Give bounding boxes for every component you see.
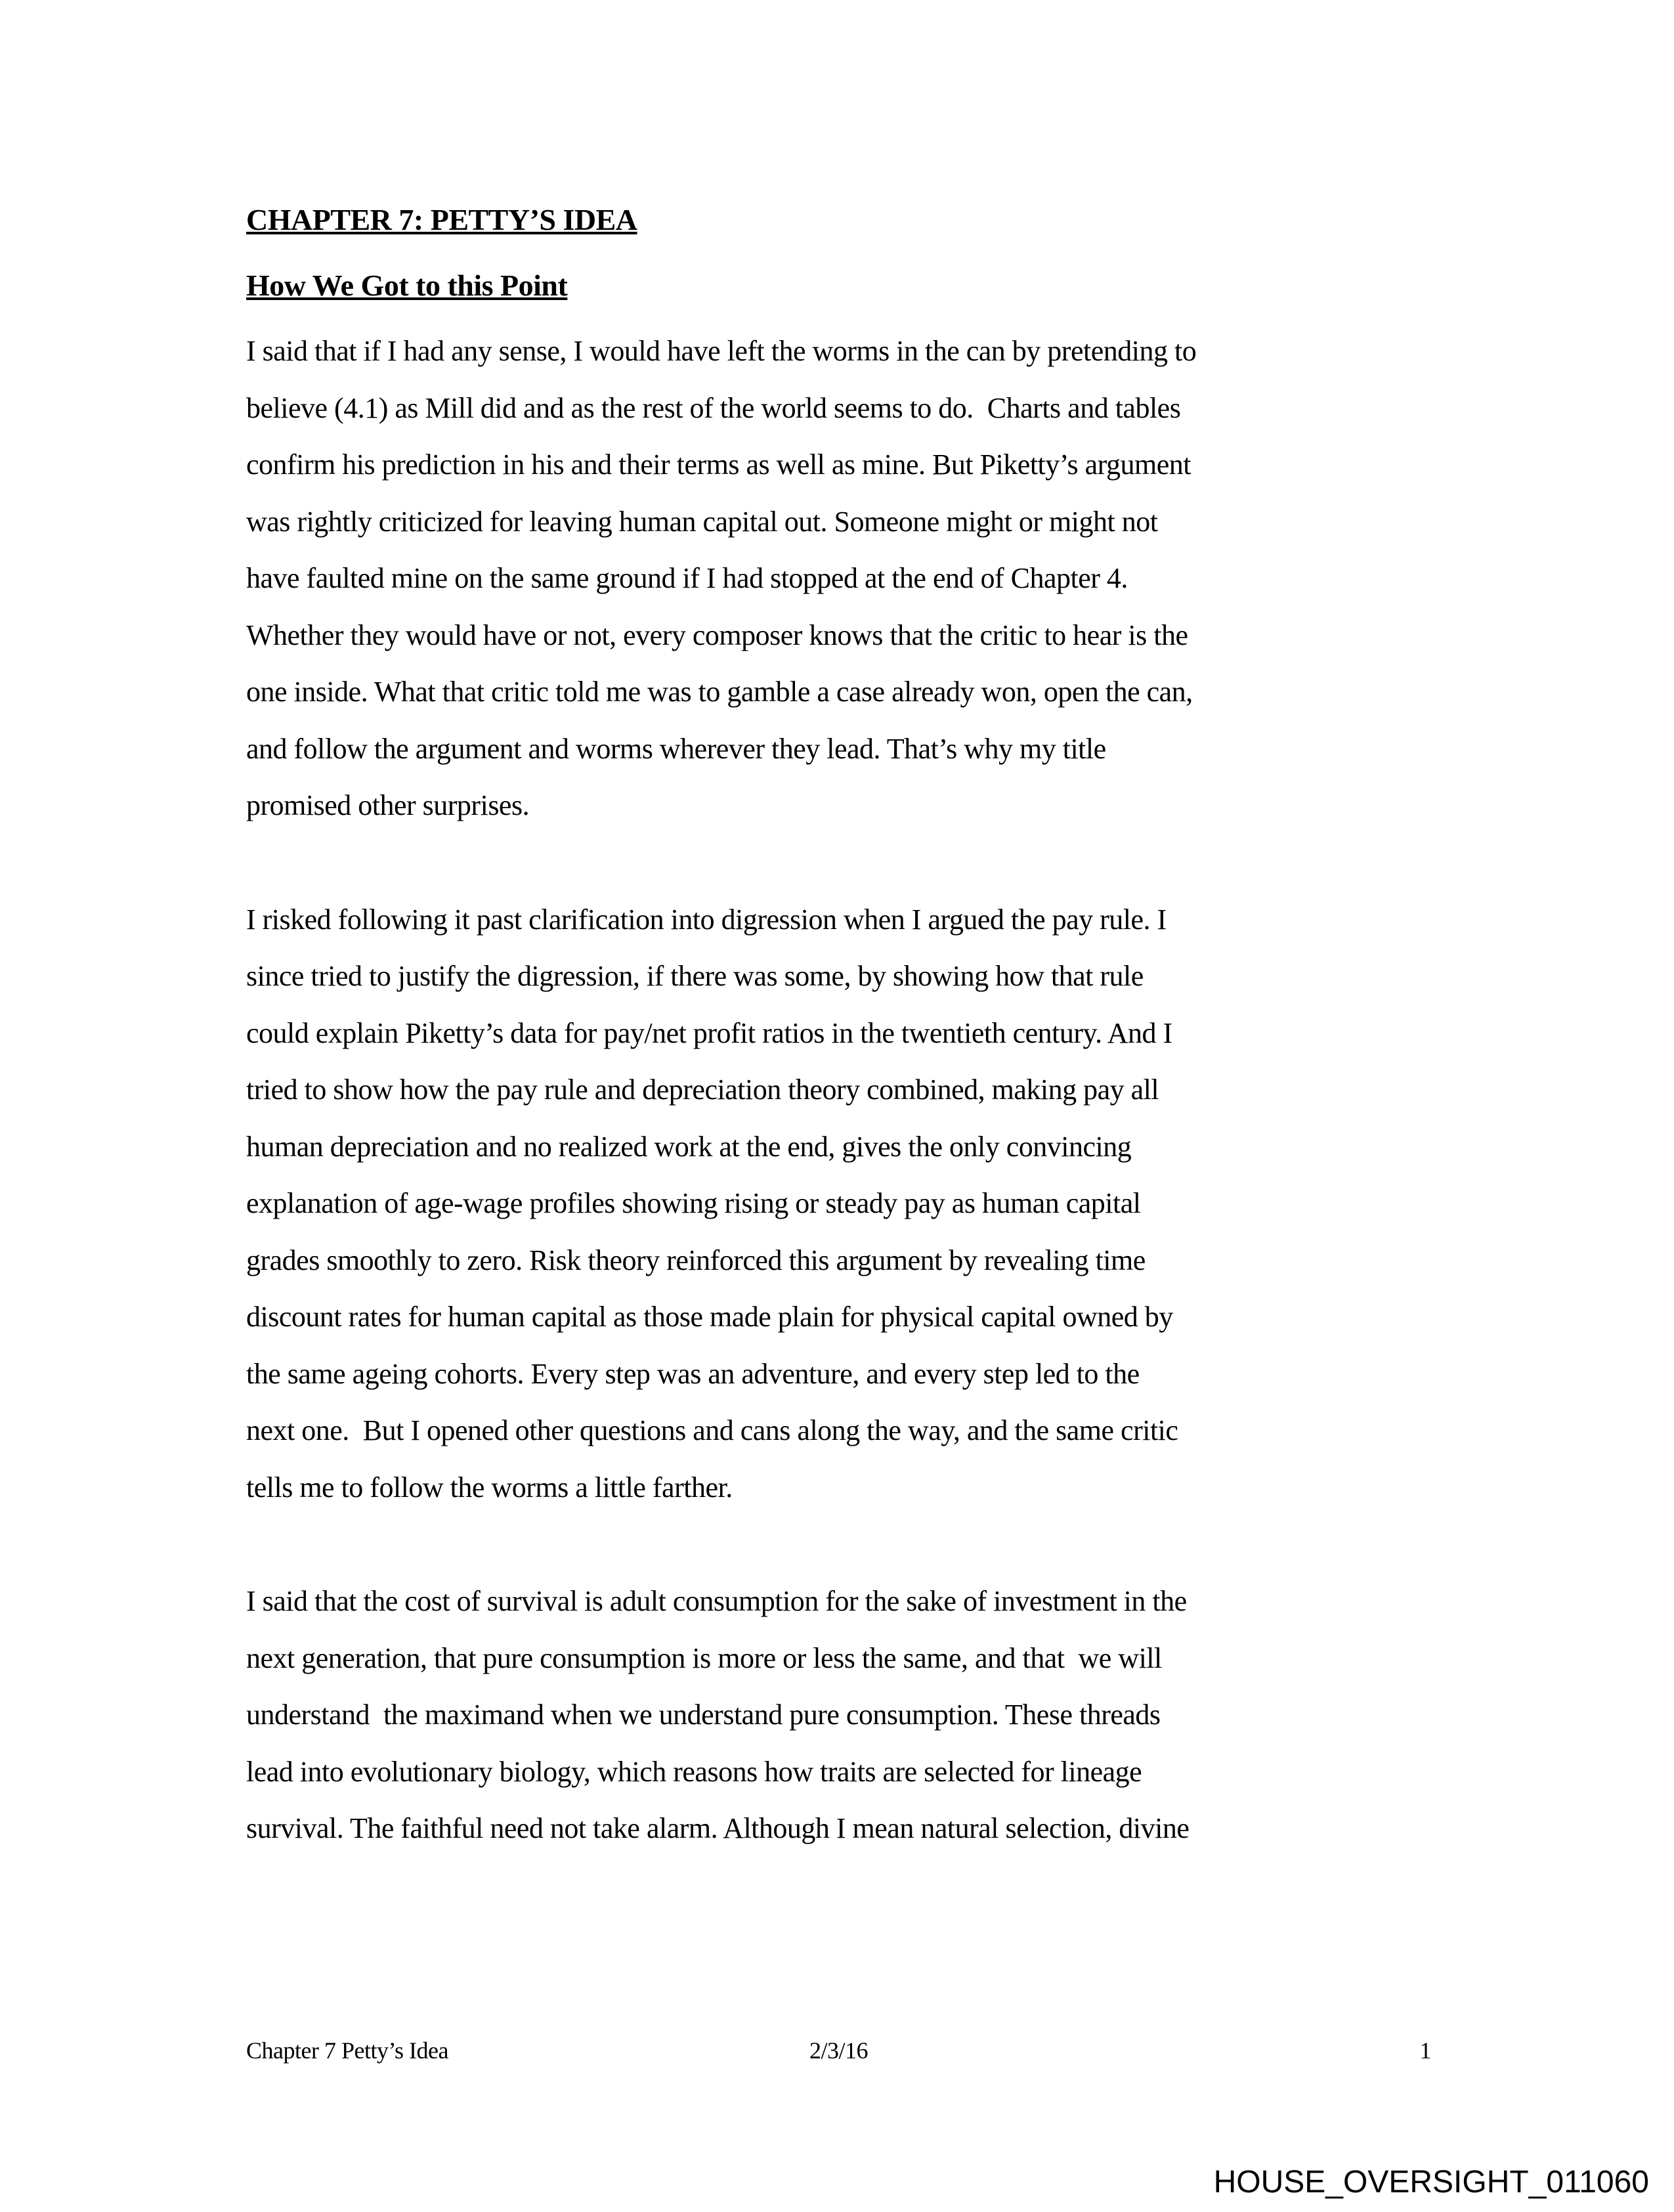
paragraph: [246, 323, 1434, 835]
text-line: I risked following it past clarification into digression when I argued the pay rule. I: [246, 903, 1167, 936]
page-footer: [246, 2031, 1431, 2070]
text-line: understand the maximand when we understand pure consumption. These threads: [246, 1699, 1161, 1731]
text-line: survival. The faithful need not take alarm. Although I mean natural selection, divine: [246, 1812, 1190, 1844]
text-line: grades smoothly to zero. Risk theory reinforced this argument by revealing time: [246, 1244, 1146, 1276]
text-line: could explain Piketty’s data for pay/net profit ratios in the twentieth century. And I: [246, 1016, 1172, 1049]
text-line: was rightly criticized for leaving human capital out. Someone might or might not: [246, 505, 1158, 538]
text-line: tells me to follow the worms a little farther.: [246, 1471, 733, 1504]
text-line: one inside. What that critic told me was to gamble a case already won, open the can,: [246, 676, 1193, 708]
text-line: since tried to justify the digression, if there was some, by showing how that rule: [246, 960, 1144, 992]
text-line: confirm his prediction in his and their terms as well as mine. But Piketty’s argument: [246, 448, 1191, 481]
paragraph: [246, 1573, 1434, 1857]
paragraph: [246, 892, 1434, 1517]
text-line: next one. But I opened other questions and cans along the way, and the same critic: [246, 1414, 1178, 1446]
footer-date: 2/3/16: [809, 2037, 869, 2064]
section-heading: How We Got to this Point: [246, 269, 568, 302]
chapter-heading: CHAPTER 7: PETTY’S IDEA: [246, 203, 637, 236]
text-line: I said that if I had any sense, I would have left the worms in the can by pretending to: [246, 335, 1197, 367]
text-line: discount rates for human capital as those made plain for physical capital owned by: [246, 1301, 1173, 1333]
text-line: human depreciation and no realized work at the end, gives the only convincing: [246, 1130, 1132, 1163]
text-line: promised other surprises.: [246, 789, 530, 821]
text-line: and follow the argument and worms wherever they lead. That’s why my title: [246, 732, 1106, 765]
bates-stamp: HOUSE_OVERSIGHT_011060: [1213, 2165, 1649, 2200]
text-line: have faulted mine on the same ground if I had stopped at the end of Chapter 4.: [246, 562, 1128, 594]
text-line: lead into evolutionary biology, which reasons how traits are selected for lineage: [246, 1755, 1142, 1788]
text-line: tried to show how the pay rule and depreciation theory combined, making pay all: [246, 1073, 1159, 1106]
document-content: [246, 192, 1434, 1915]
text-line: believe (4.1) as Mill did and as the rest of the world seems to do. Charts and tables: [246, 391, 1181, 424]
text-line: Whether they would have or not, every composer knows that the critic to hear is the: [246, 618, 1188, 651]
text-line: explanation of age-wage profiles showing rising or steady pay as human capital: [246, 1187, 1141, 1219]
text-line: the same ageing cohorts. Every step was an adventure, and every step led to the: [246, 1357, 1140, 1390]
text-line: next generation, that pure consumption is more or less the same, and that we will: [246, 1641, 1162, 1674]
footer-page-number: 1: [1419, 2037, 1432, 2064]
footer-chapter-title: Chapter 7 Petty’s Idea: [246, 2037, 448, 2064]
text-line: I said that the cost of survival is adult consumption for the sake of investment in the: [246, 1585, 1187, 1617]
